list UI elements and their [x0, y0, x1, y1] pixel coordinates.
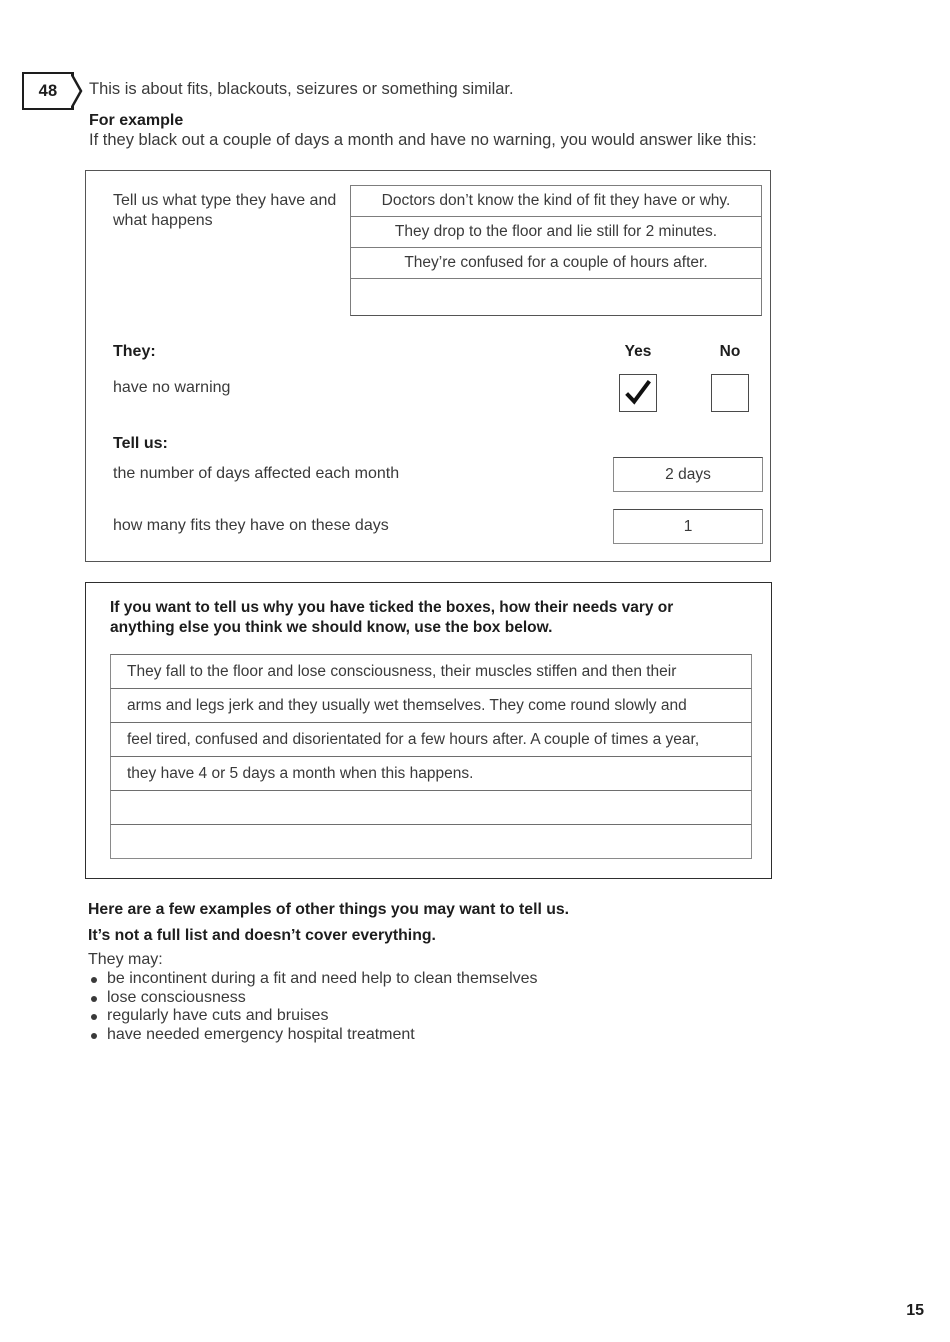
- check-icon: [620, 375, 656, 411]
- they-section-label: They:: [113, 343, 156, 360]
- no-column-header: No: [719, 343, 741, 360]
- page-number: 15: [906, 1302, 924, 1319]
- checkbox-no[interactable]: [711, 374, 749, 412]
- example-answer-form: [85, 170, 771, 562]
- tell-us-row-label: the number of days affected each month: [113, 465, 400, 482]
- for-example-heading: For example: [89, 112, 184, 129]
- list-item: regularly have cuts and bruises: [88, 1007, 538, 1026]
- form-question-label: Tell us what type they have and what happens: [113, 192, 337, 229]
- answer-line[interactable]: Doctors don’t know the kind of fit they have or why.: [350, 185, 762, 217]
- note-line[interactable]: they have 4 or 5 days a month when this happens.: [110, 756, 752, 791]
- guidance-bullet-list: [88, 970, 538, 1044]
- question-intro-text: This is about fits, blackouts, seizures or something similar.: [89, 80, 514, 98]
- tell-us-row-label: how many fits they have on these days: [113, 517, 389, 534]
- note-line[interactable]: [110, 824, 752, 859]
- note-line[interactable]: They fall to the floor and lose consciousness, their muscles stiffen and then their: [110, 654, 752, 689]
- checkbox-yes[interactable]: [619, 374, 657, 412]
- additional-info-box: [85, 582, 772, 879]
- note-line[interactable]: feel tired, confused and disorientated for a few hours after. A couple of times a year,: [110, 722, 752, 757]
- list-item: be incontinent during a fit and need help to clean themselves: [88, 970, 538, 989]
- yes-column-header: Yes: [624, 343, 652, 360]
- answer-line[interactable]: [350, 278, 762, 316]
- guidance-lead-in: They may:: [88, 951, 163, 968]
- answer-line[interactable]: They drop to the floor and lie still for 2 minutes.: [350, 216, 762, 248]
- list-item: lose consciousness: [88, 989, 538, 1008]
- tell-us-section-label: Tell us:: [113, 435, 168, 452]
- example-description: If they black out a couple of days a month and have no warning, you would answer like this:: [89, 131, 757, 149]
- days-affected-field[interactable]: 2 days: [613, 457, 763, 492]
- statement-label: have no warning: [113, 379, 231, 396]
- guidance-heading-primary: Here are a few examples of other things you may want to tell us.: [88, 901, 570, 918]
- additional-info-lines-group: [110, 654, 752, 859]
- list-item: have needed emergency hospital treatment: [88, 1026, 538, 1045]
- note-line[interactable]: [110, 790, 752, 825]
- answer-line[interactable]: They’re confused for a couple of hours after.: [350, 247, 762, 279]
- question-number-badge: 48: [22, 72, 74, 110]
- guidance-heading-secondary: It’s not a full list and doesn’t cover everything.: [88, 927, 436, 944]
- additional-info-prompt: If you want to tell us why you have ticked the boxes, how their needs vary or anything else you think we should know, use the box below.: [110, 599, 674, 636]
- answer-lines-group: [350, 185, 762, 316]
- fits-count-field[interactable]: 1: [613, 509, 763, 544]
- note-line[interactable]: arms and legs jerk and they usually wet themselves. They come round slowly and: [110, 688, 752, 723]
